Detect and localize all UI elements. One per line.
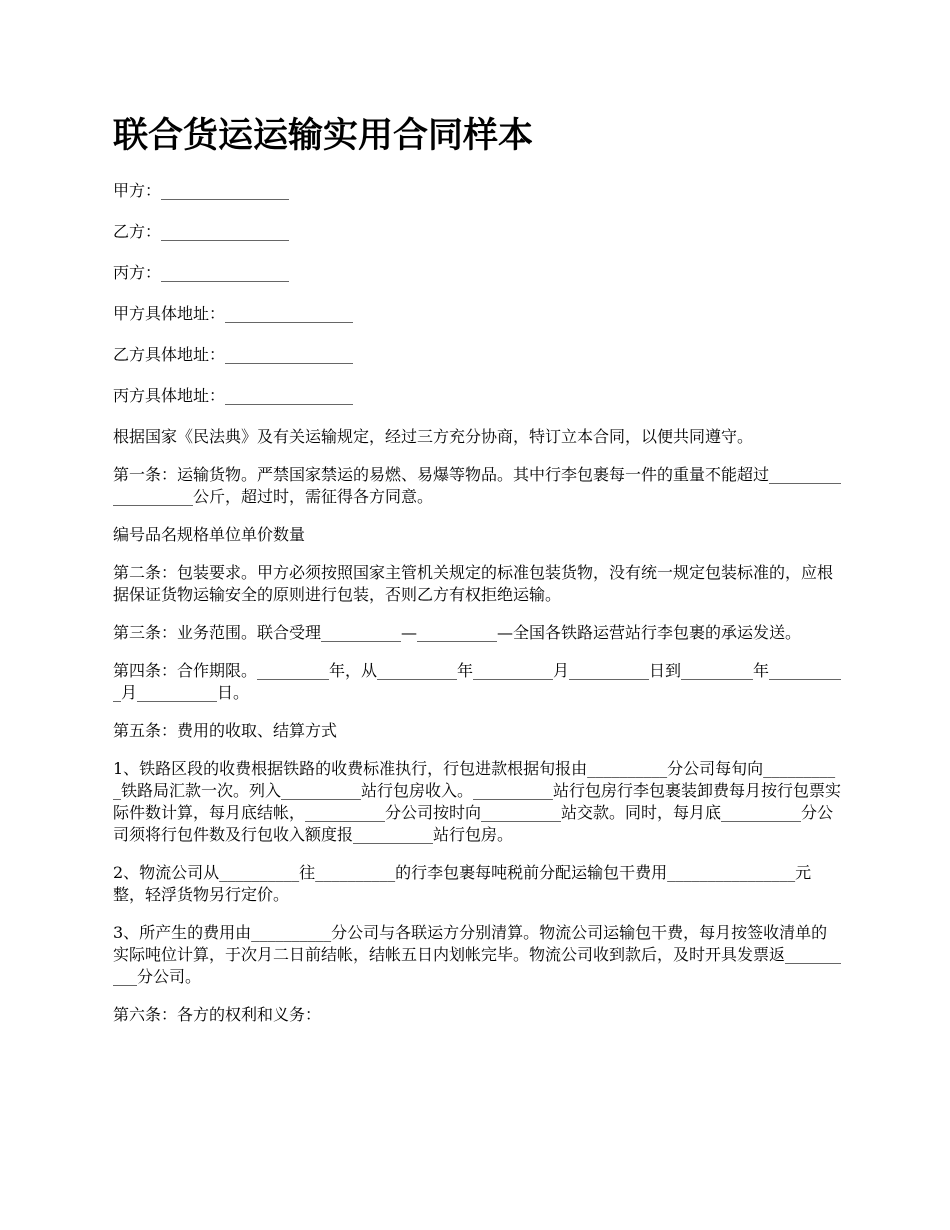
article-3-paragraph: 第三条：业务范围。联合受理__________—__________—全国各铁路运营站行李包裹的承运发送。 bbox=[113, 623, 802, 642]
party-a-address-field: 甲方具体地址：________________ bbox=[113, 304, 354, 323]
preamble-paragraph: 根据国家《民法典》及有关运输规定，经过三方充分协商，特订立本合同，以便共同遵守。 bbox=[113, 427, 754, 446]
document-page bbox=[113, 112, 843, 1042]
fee-clause-1-paragraph: 1、铁路区段的收费根据铁路的收费标准执行，行包进款根据旬报由__________分公司每旬向__________铁路局汇款一次。列入__________站行包房收入。__________站行包房行李包裹装卸费每月按行包票实际件数计算，每月底结帐，__________分公司按时向__________站交款。同时，每月底__________分公司须将行包件数及行包收入额度报__________站行包房。 bbox=[113, 759, 842, 844]
article-6-heading: 第六条：各方的权利和义务： bbox=[113, 1005, 322, 1024]
party-b-address-field: 乙方具体地址：________________ bbox=[113, 345, 354, 364]
fee-clause-3-paragraph: 3、所产生的费用由__________分公司与各联运方分别清算。物流公司运输包干费，每月按签收清单的实际吨位计算，于次月二日前结帐，结帐五日内划帐完毕。物流公司收到款后，及时开具发票返__________分公司。 bbox=[113, 923, 842, 986]
document-title: 联合货运运输实用合同样本 bbox=[113, 115, 534, 156]
party-b-field: 乙方：________________ bbox=[113, 222, 290, 241]
article-5-heading: 第五条：费用的收取、结算方式 bbox=[113, 721, 338, 740]
article-1-paragraph: 第一条：运输货物。严禁国家禁运的易燃、易爆等物品。其中行李包裹每一件的重量不能超过___________________公斤，超过时，需征得各方同意。 bbox=[113, 465, 842, 506]
party-c-field: 丙方：________________ bbox=[113, 263, 290, 282]
article-4-paragraph: 第四条：合作期限。_________年，从__________年__________月__________日到_________年__________月__________日。 bbox=[113, 661, 842, 702]
fee-clause-2-paragraph: 2、物流公司从__________往__________的行李包裹每吨税前分配运输包干费用________________元整，轻浮货物另行定价。 bbox=[113, 863, 812, 904]
article-2-paragraph: 第二条：包装要求。甲方必须按照国家主管机关规定的标准包装货物，没有统一规定包装标准的，应根据保证货物运输安全的原则进行包装，否则乙方有权拒绝运输。 bbox=[113, 563, 834, 604]
party-a-field: 甲方：________________ bbox=[113, 181, 290, 200]
party-c-address-field: 丙方具体地址：________________ bbox=[113, 386, 354, 405]
goods-table-header-line: 编号品名规格单位单价数量 bbox=[113, 525, 306, 544]
